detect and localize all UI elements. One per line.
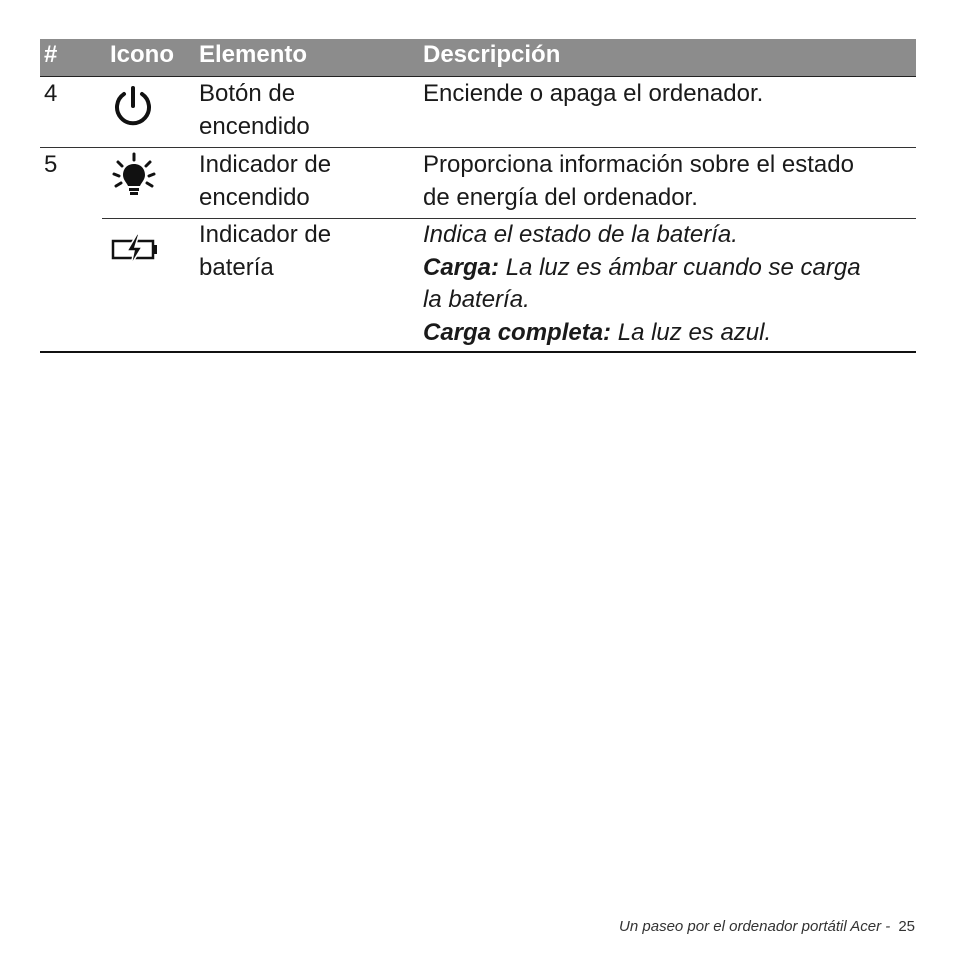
table-row	[40, 148, 916, 218]
row-number: 5	[44, 151, 58, 178]
table-row	[40, 218, 916, 353]
charge-line: Carga: La luz es ámbar cuando se carga	[423, 253, 861, 281]
header-description: Descripción	[423, 41, 561, 68]
full-charge-label: Carga completa:	[423, 318, 612, 346]
table-row	[40, 77, 916, 148]
power-icon	[110, 84, 156, 130]
full-charge-line: Carga completa: La luz es azul.	[423, 318, 772, 346]
light-bulb-icon	[110, 152, 158, 200]
page-footer	[619, 918, 915, 935]
header-element: Elemento	[199, 41, 308, 68]
spec-table	[40, 39, 916, 353]
page-number: 25	[898, 918, 915, 935]
element-name: Botón de encendido	[199, 80, 310, 140]
row-number: 4	[44, 80, 58, 107]
header-icon: Icono	[110, 41, 174, 68]
element-description: Proporciona información sobre el estado de energía del ordenador.	[423, 151, 854, 211]
footer-text: Un paseo por el ordenador portátil Acer -	[619, 918, 891, 935]
table-header	[40, 39, 916, 77]
element-description: Enciende o apaga el ordenador.	[423, 80, 764, 107]
battery-charging-icon	[110, 232, 160, 268]
header-num: #	[44, 41, 58, 68]
element-description: Indica el estado de la batería. Carga: La luz es ámbar cuando se carga la batería. Carga completa: La luz es azul.	[423, 219, 913, 349]
charge-label: Carga:	[423, 253, 500, 281]
element-name: Indicador de encendido	[199, 151, 332, 211]
element-name: Indicador de batería	[199, 221, 332, 281]
